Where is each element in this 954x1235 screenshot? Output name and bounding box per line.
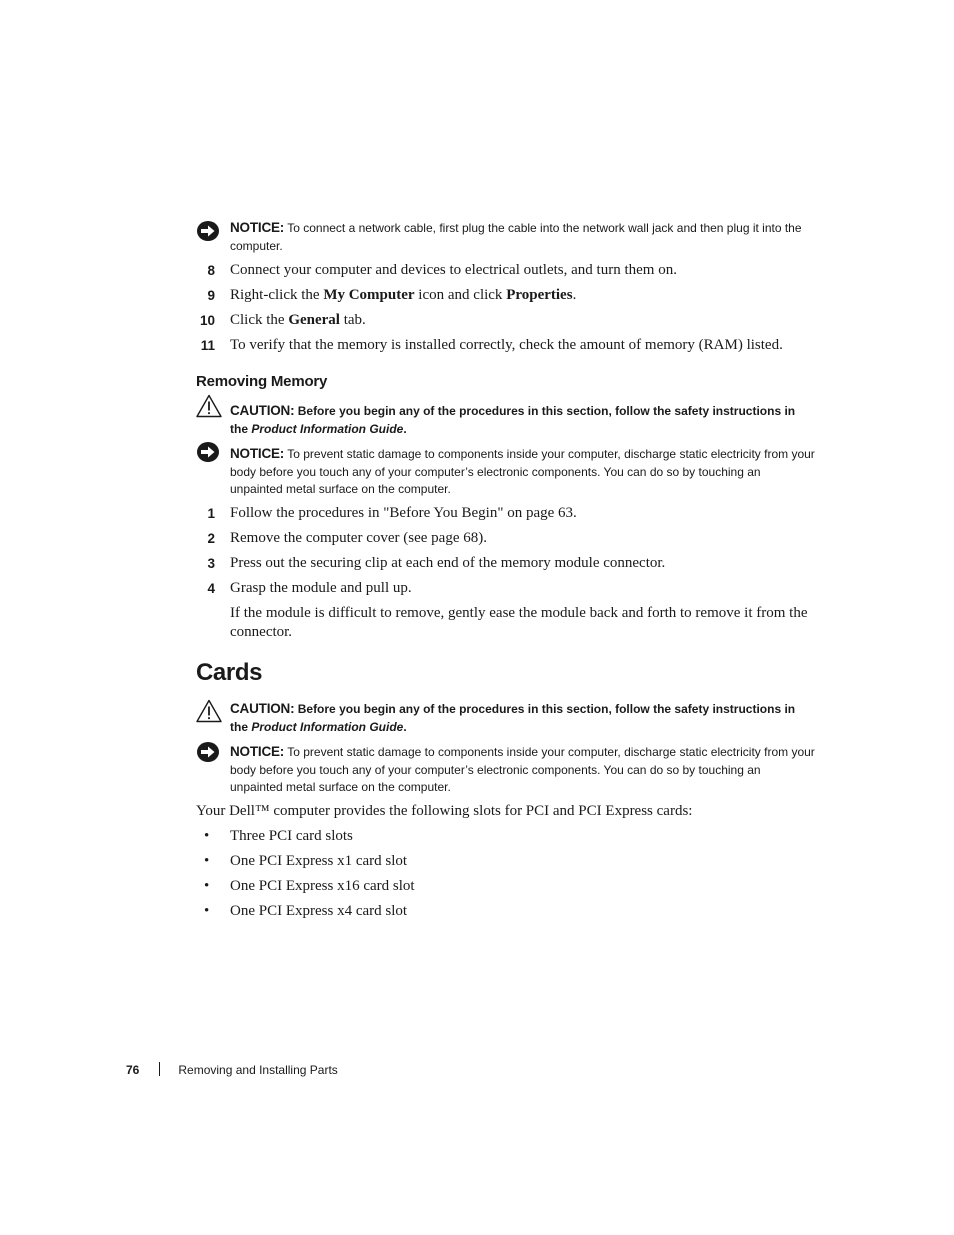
notice-text: To connect a network cable, first plug the cable into the network wall jack and then plug it into the computer.	[230, 221, 802, 253]
slot-list-item	[204, 877, 804, 896]
caution-label: CAUTION:	[230, 701, 295, 716]
slot-text: One PCI Express x1 card slot	[230, 853, 408, 869]
removal-step-2	[196, 529, 816, 548]
page-heading-cards: Cards	[196, 659, 263, 686]
step-number: 10	[199, 313, 215, 328]
notice-text: To prevent static damage to components inside your computer, discharge static electricity from your body before you touch any of your computer’s electronic components. You can do so by touching an unpainted metal surface on the computer.	[230, 447, 815, 496]
step-text: Remove the computer cover (see page 68).	[230, 530, 487, 546]
step-number: 1	[207, 506, 215, 521]
step-text: Click the	[230, 312, 289, 328]
step-text: Press out the securing clip at each end of the memory module connector.	[230, 555, 666, 571]
bullet-icon: •	[204, 853, 210, 869]
notice-label: NOTICE:	[230, 744, 285, 759]
step-text: tab.	[339, 312, 366, 328]
slot-list-item	[204, 852, 804, 871]
caution-text: Before you begin any of the procedures in this section, follow the safety instructions in the	[230, 404, 796, 436]
bullet-icon: •	[204, 903, 210, 919]
ui-term-general: General	[288, 312, 340, 328]
notice-text: To prevent static damage to components inside your computer, discharge static electricity from your body before you touch any of your computer’s electronic components. You can do so by touching an unpainted metal surface on the computer.	[230, 745, 815, 794]
notice-label: NOTICE:	[230, 446, 285, 461]
caution-triangle-icon	[196, 394, 222, 418]
slot-text: Three PCI card slots	[230, 828, 353, 844]
slot-list-item	[204, 827, 804, 846]
step-number: 2	[207, 531, 215, 546]
slot-text: One PCI Express x4 card slot	[230, 903, 408, 919]
step-text: .	[572, 287, 577, 303]
notice-static-damage-cards	[196, 743, 816, 797]
step-8	[196, 261, 816, 280]
chapter-title: Removing and Installing Parts	[178, 1063, 338, 1077]
notice-static-damage	[196, 445, 816, 499]
removal-step-3	[196, 554, 816, 573]
notice-arrow-icon	[196, 441, 220, 463]
caution-end: .	[403, 719, 407, 734]
step-text: Grasp the module and pull up.	[230, 580, 412, 596]
ui-term-my-computer: My Computer	[323, 287, 415, 303]
step-text: To verify that the memory is installed correctly, check the amount of memory (RAM) listed.	[230, 337, 783, 353]
step-number: 9	[207, 288, 215, 303]
step-number: 3	[207, 556, 215, 571]
caution-label: CAUTION:	[230, 403, 295, 418]
footer-divider	[159, 1062, 160, 1076]
step-number: 11	[200, 338, 215, 353]
caution-end: .	[403, 421, 407, 436]
caution-guide-title: Product Information Guide	[251, 421, 404, 436]
slot-list-item	[204, 902, 804, 921]
cards-intro: Your Dell™ computer provides the following slots for PCI and PCI Express cards:	[196, 803, 693, 819]
removal-step-1	[196, 504, 816, 523]
notice-arrow-icon	[196, 220, 220, 242]
removal-step-4	[196, 579, 816, 598]
caution-triangle-icon	[196, 699, 222, 723]
bullet-icon: •	[204, 878, 210, 894]
ui-term-properties: Properties	[506, 287, 573, 303]
caution-safety-cards	[196, 700, 816, 736]
step-text: Follow the procedures in "Before You Begin" on page 63.	[230, 505, 577, 521]
slot-text: One PCI Express x16 card slot	[230, 878, 415, 894]
page-footer	[126, 1062, 338, 1077]
step-text: Right-click the	[230, 287, 324, 303]
step-text: Connect your computer and devices to electrical outlets, and turn them on.	[230, 262, 677, 278]
step-number: 4	[207, 581, 215, 596]
page-number: 76	[126, 1063, 140, 1077]
notice-arrow-icon	[196, 741, 220, 763]
caution-guide-title: Product Information Guide	[251, 719, 404, 734]
notice-label: NOTICE:	[230, 220, 285, 235]
caution-text: Before you begin any of the procedures in this section, follow the safety instructions in the	[230, 702, 796, 734]
step-9	[196, 286, 816, 305]
step-10	[196, 311, 816, 330]
step-text: icon and click	[414, 287, 507, 303]
bullet-icon: •	[204, 828, 210, 844]
section-heading-removing-memory: Removing Memory	[196, 373, 328, 390]
step-11	[196, 336, 816, 355]
step-4-note: If the module is difficult to remove, gently ease the module back and forth to remove it from the connector.	[230, 605, 808, 640]
caution-safety	[196, 402, 816, 438]
notice-network-cable	[196, 219, 816, 255]
step-number: 8	[207, 263, 215, 278]
